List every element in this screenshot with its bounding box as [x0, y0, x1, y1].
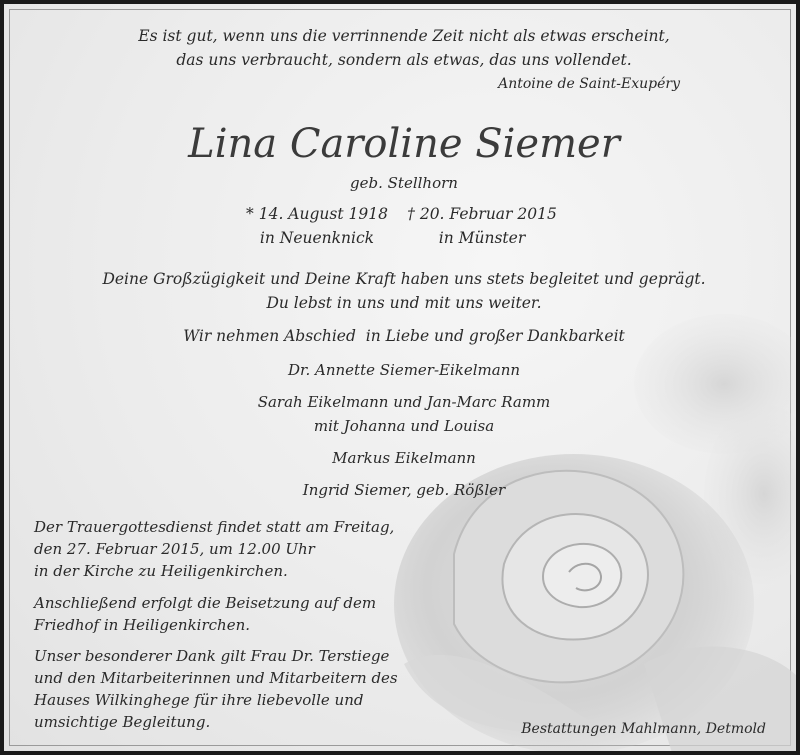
birth-date: * 14. August 1918 — [246, 205, 388, 223]
note-line: Der Trauergottesdienst findet statt am Freitag, — [34, 518, 395, 536]
deceased-name: Lina Caroline Siemer — [188, 121, 620, 167]
family-member: Markus Eikelmann — [332, 449, 476, 467]
family-member: Dr. Annette Siemer-Eikelmann — [287, 361, 521, 379]
family-member: Ingrid Siemer, geb. Rößler — [302, 481, 506, 499]
family-entry — [4, 478, 800, 502]
verse-line: Du lebst in uns und mit uns weiter. — [266, 294, 542, 312]
note-line: Anschließend erfolgt die Beisetzung auf dem — [34, 594, 377, 612]
quote-line: Es ist gut, wenn uns die verrinnende Zeit nicht als etwas erscheint, — [138, 27, 670, 45]
note-line: den 27. Februar 2015, um 12.00 Uhr — [34, 540, 315, 558]
quote-author: Antoine de Saint-Exupéry — [498, 76, 680, 92]
note-line: Unser besonderer Dank gilt Frau Dr. Terstiege — [34, 647, 390, 665]
note-line: Hauses Wilkinghege für ihre liebevolle und — [34, 691, 364, 709]
verse-line: Deine Großzügigkeit und Deine Kraft haben uns stets begleitet und geprägt. — [102, 270, 706, 288]
note-line: Friedhof in Heiligenkirchen. — [34, 616, 251, 634]
note-line: und den Mitarbeiterinnen und Mitarbeitern des — [34, 669, 398, 687]
birth-place: in Neuenknick — [259, 229, 375, 247]
farewell-line: Wir nehmen Abschied in Liebe und großer Dankbarkeit — [183, 327, 625, 345]
burial-note — [34, 592, 404, 636]
thanks-note — [34, 645, 404, 733]
quote — [4, 24, 800, 72]
death-info — [382, 202, 582, 250]
family-member: Sarah Eikelmann und Jan-Marc Ramm — [257, 393, 551, 411]
maiden-name: geb. Stellhorn — [350, 174, 458, 192]
note-line: umsichtige Begleitung. — [34, 713, 211, 731]
family-list — [4, 358, 800, 510]
quote-line: das uns verbraucht, sondern als etwas, das uns vollendet. — [176, 51, 632, 69]
family-member: mit Johanna und Louisa — [313, 417, 495, 435]
death-date: † 20. Februar 2015 — [407, 205, 557, 223]
service-note — [34, 516, 404, 582]
death-place: in Münster — [438, 229, 526, 247]
undertaker: Bestattungen Mahlmann, Detmold — [521, 721, 766, 737]
family-entry — [4, 390, 800, 438]
family-entry — [4, 358, 800, 382]
family-entry — [4, 446, 800, 470]
note-line: in der Kirche zu Heiligenkirchen. — [34, 562, 288, 580]
verse — [4, 267, 800, 315]
